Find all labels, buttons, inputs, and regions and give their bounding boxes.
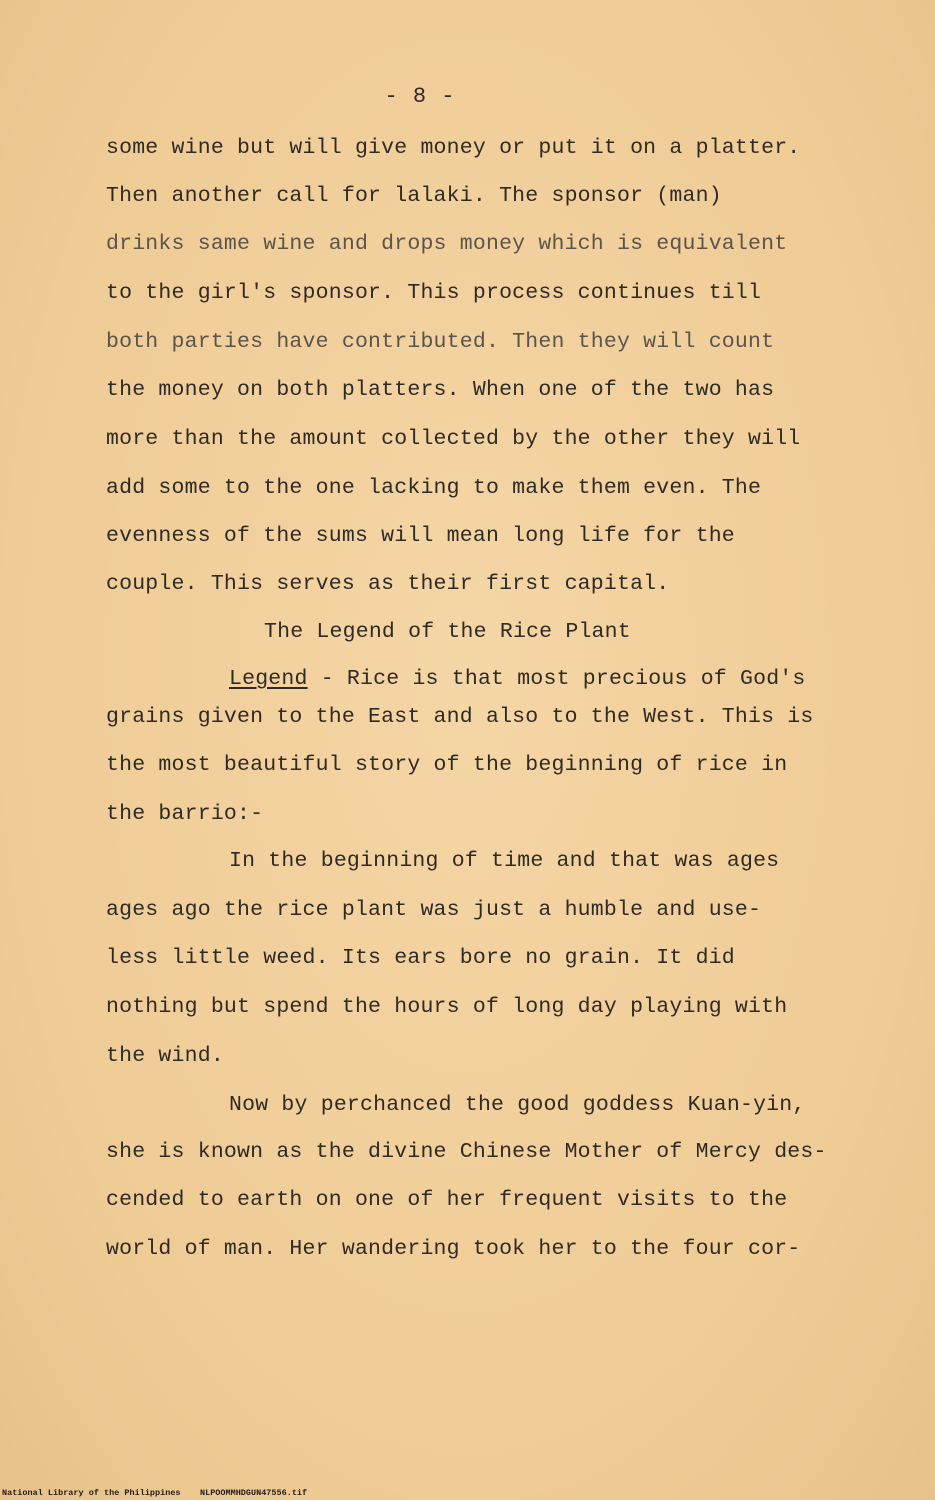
text-line: drinks same wine and drops money which is equivalent bbox=[106, 232, 788, 256]
text-line: Then another call for lalaki. The sponsor (man) bbox=[106, 184, 722, 208]
footer-library: National Library of the Philippines bbox=[2, 1488, 181, 1498]
scan-footer bbox=[0, 1488, 935, 1500]
text-line: evenness of the sums will mean long life for the bbox=[106, 524, 735, 548]
text-line: nothing but spend the hours of long day playing with bbox=[106, 995, 788, 1019]
text-line: cended to earth on one of her frequent visits to the bbox=[106, 1188, 788, 1212]
text-line: both parties have contributed. Then they will count bbox=[106, 330, 775, 354]
legend-label: Legend bbox=[229, 667, 308, 691]
text-line: ages ago the rice plant was just a humble and use- bbox=[106, 898, 762, 922]
text-line: couple. This serves as their first capital. bbox=[106, 572, 670, 596]
text-line: she is known as the divine Chinese Mother of Mercy des- bbox=[106, 1140, 827, 1164]
text-line: world of man. Her wandering took her to the four cor- bbox=[106, 1237, 801, 1261]
text-line: less little weed. Its ears bore no grain. It did bbox=[106, 946, 735, 970]
footer-file-id: NLPOOMMHDGUN47556.tif bbox=[200, 1488, 308, 1498]
text-line: to the girl's sponsor. This process continues till bbox=[106, 281, 762, 305]
text-line: grains given to the East and also to the West. This is bbox=[106, 705, 814, 729]
page-number: - 8 - bbox=[384, 84, 456, 109]
text-line: Now by perchanced the good goddess Kuan-yin, bbox=[229, 1093, 806, 1117]
text-line: In the beginning of time and that was ages bbox=[229, 849, 780, 873]
text-line: more than the amount collected by the other they will bbox=[106, 427, 801, 451]
text-line: add some to the one lacking to make them even. The bbox=[106, 476, 762, 500]
text-line: the money on both platters. When one of the two has bbox=[106, 378, 775, 402]
text-line: the barrio:- bbox=[106, 802, 264, 826]
text-line: some wine but will give money or put it on a platter. bbox=[106, 136, 801, 160]
legend-line bbox=[229, 667, 806, 691]
text-line: the wind. bbox=[106, 1044, 224, 1068]
text-line: the most beautiful story of the beginning of rice in bbox=[106, 753, 788, 777]
legend-text: - Rice is that most precious of God's bbox=[307, 667, 806, 691]
section-title: The Legend of the Rice Plant bbox=[264, 620, 631, 644]
